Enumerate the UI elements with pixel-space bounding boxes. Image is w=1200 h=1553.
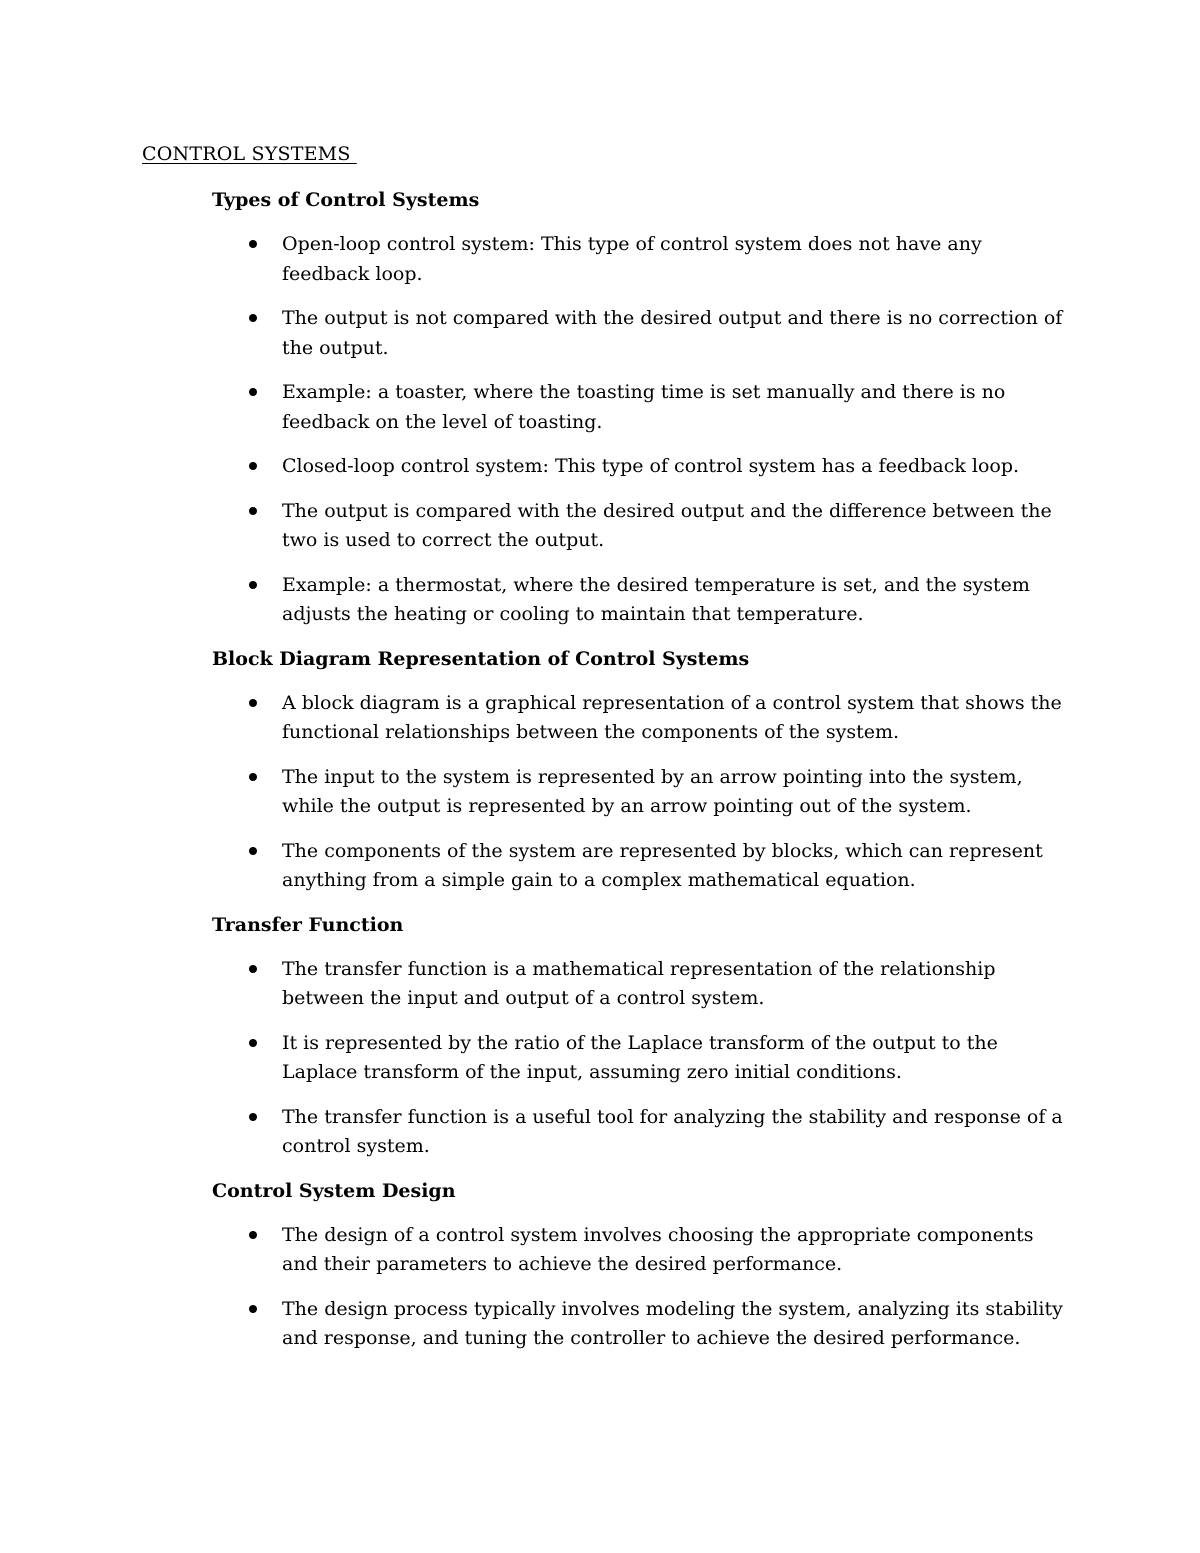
section-heading: Transfer Function — [212, 913, 404, 936]
section-heading: Control System Design — [212, 1179, 456, 1202]
bullet-icon — [249, 1305, 257, 1313]
bullet-list — [212, 230, 1072, 630]
list-item — [212, 1295, 1072, 1354]
bullet-icon — [249, 847, 257, 855]
list-item-text: Closed-loop control system: This type of control system has a feedback loop. — [282, 455, 1020, 477]
list-item-text: Open-loop control system: This type of control system does not have any feedback loop. — [282, 233, 982, 285]
section-types-of-control-systems — [212, 186, 1072, 630]
bullet-icon — [249, 1113, 257, 1121]
list-item — [212, 230, 1072, 289]
bullet-icon — [249, 1231, 257, 1239]
section-block-diagram — [212, 645, 1072, 896]
document-body — [212, 186, 1072, 1369]
list-item-text: The design process typically involves modeling the system, analyzing its stability and response, and tuning the controller to achieve the desired performance. — [282, 1297, 1063, 1349]
list-item-text: The components of the system are represented by blocks, which can represent anything from a simple gain to a complex mathematical equation. — [282, 839, 1043, 891]
list-item — [212, 689, 1072, 748]
list-item-text: The transfer function is a mathematical representation of the relationship between the input and output of a control system. — [282, 957, 996, 1009]
list-item-text: Example: a toaster, where the toasting time is set manually and there is no feedback on the level of toasting. — [282, 381, 1006, 433]
list-item-text: A block diagram is a graphical representation of a control system that shows the functional relationships between the components of the system. — [282, 691, 1062, 743]
bullet-icon — [249, 581, 257, 589]
bullet-list — [212, 1221, 1072, 1354]
bullet-icon — [249, 773, 257, 781]
section-control-system-design — [212, 1177, 1072, 1354]
bullet-icon — [249, 314, 257, 322]
list-item — [212, 304, 1072, 363]
list-item-text: The output is compared with the desired output and the difference between the two is used to correct the output. — [282, 499, 1052, 551]
list-item-text: The output is not compared with the desired output and there is no correction of the output. — [282, 307, 1063, 359]
list-item — [212, 452, 1072, 482]
bullet-icon — [249, 240, 257, 248]
bullet-icon — [249, 965, 257, 973]
bullet-list — [212, 689, 1072, 896]
bullet-icon — [249, 462, 257, 470]
document-title: CONTROL SYSTEMS — [142, 143, 357, 165]
bullet-icon — [249, 1039, 257, 1047]
list-item — [212, 1029, 1072, 1088]
list-item — [212, 497, 1072, 556]
list-item-text: The design of a control system involves choosing the appropriate components and their parameters to achieve the desired performance. — [282, 1223, 1034, 1275]
list-item — [212, 378, 1072, 437]
bullet-list — [212, 955, 1072, 1162]
list-item-text: It is represented by the ratio of the Laplace transform of the output to the Laplace transform of the input, assuming zero initial conditions. — [282, 1031, 998, 1083]
list-item — [212, 571, 1072, 630]
section-heading: Block Diagram Representation of Control Systems — [212, 647, 750, 670]
list-item — [212, 1221, 1072, 1280]
bullet-icon — [249, 507, 257, 515]
list-item — [212, 837, 1072, 896]
list-item-text: The input to the system is represented by an arrow pointing into the system, while the output is represented by an arrow pointing out of the system. — [282, 765, 1023, 817]
section-heading: Types of Control Systems — [212, 189, 480, 211]
list-item-text: The transfer function is a useful tool for analyzing the stability and response of a control system. — [282, 1105, 1063, 1157]
list-item-text: Example: a thermostat, where the desired temperature is set, and the system adjusts the heating or cooling to maintain that temperature. — [282, 573, 1030, 625]
bullet-icon — [249, 699, 257, 707]
list-item — [212, 763, 1072, 822]
list-item — [212, 955, 1072, 1014]
list-item — [212, 1103, 1072, 1162]
bullet-icon — [249, 388, 257, 396]
section-transfer-function — [212, 911, 1072, 1162]
